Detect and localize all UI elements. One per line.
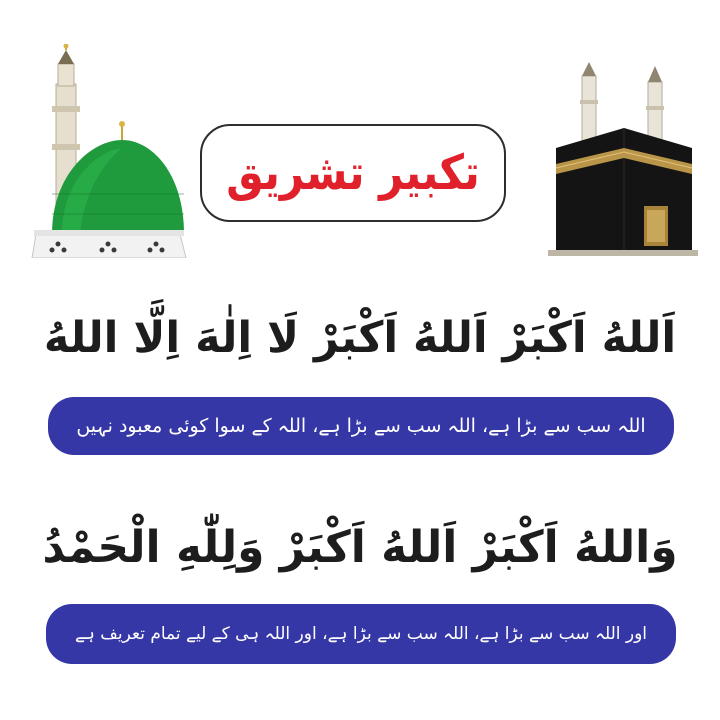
kaaba-icon (548, 56, 698, 256)
page-title: تکبیر تشریق (226, 144, 480, 201)
verse-1-arabic: اَللهُ اَكْبَرْ اَللهُ اَكْبَرْ لَا اِلٰهَ اِلَّا اللهُ (43, 313, 677, 363)
title-frame (200, 124, 506, 222)
verse-2-arabic: وَاللهُ اَكْبَرْ اَللهُ اَكْبَرْ وَلِلّٰهِ الْحَمْدُ (42, 522, 678, 573)
verse-1-translation: اللہ سب سے بڑا ہے، اللہ سب سے بڑا ہے، اللہ کے سوا کوئی معبود نہیں (76, 414, 646, 437)
verse-1-translation-banner (48, 397, 674, 455)
green-dome-mosque-icon (22, 44, 188, 258)
verse-2-translation: اور اللہ سب سے بڑا ہے، اللہ سب سے بڑا ہے، اور اللہ ہی کے لیے تمام تعریف ہے (74, 623, 648, 644)
verse-2-translation-banner (46, 604, 676, 664)
